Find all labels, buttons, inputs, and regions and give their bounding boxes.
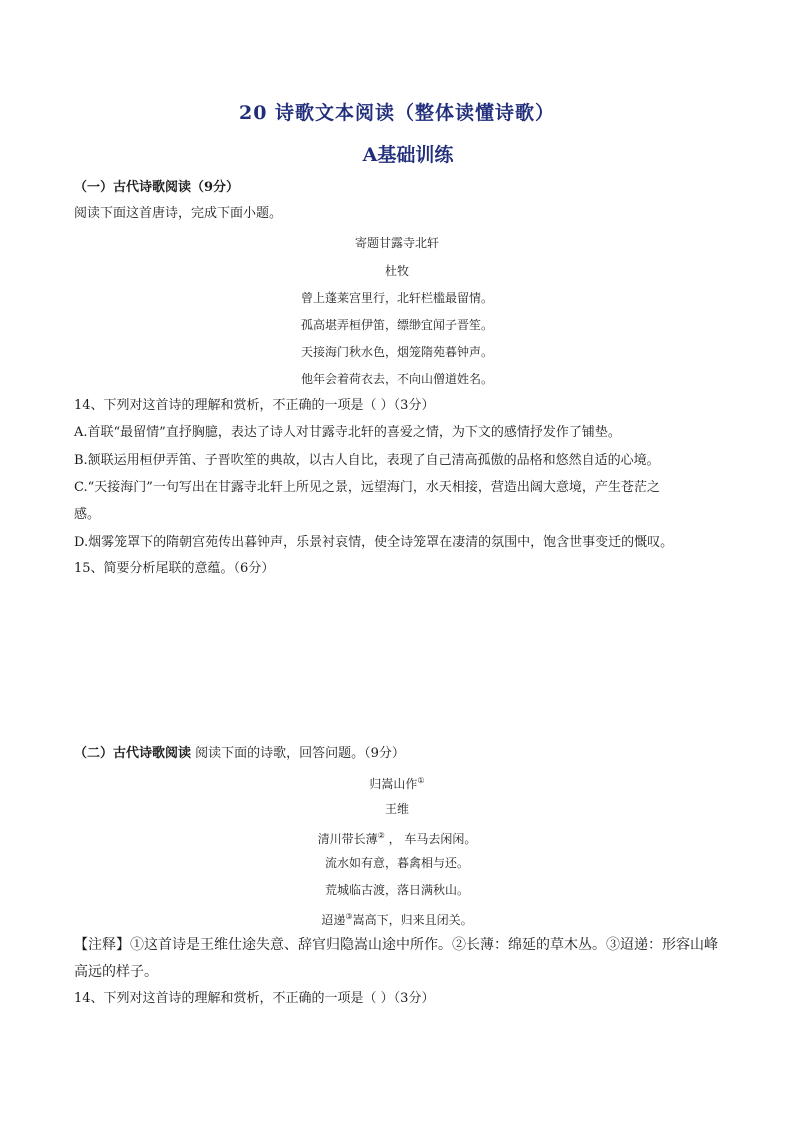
poem1-author: 杜牧: [384, 264, 409, 278]
option-c: C.“天接海门”一句写出在甘露寺北轩上所见之景，远望海门，水天相接，营造出阔大意境，产生苍茫之: [74, 480, 660, 495]
poem2-line: [0, 826, 794, 849]
poem2-line-part: 迢递: [321, 913, 346, 927]
poem2-line: [0, 907, 794, 930]
note-marker-1: ①: [417, 776, 425, 785]
poem1-line: 他年会着荷衣去，不向山僧道姓名。: [300, 372, 493, 386]
section2-heading-row: [74, 744, 734, 764]
section1-heading: （一）古代诗歌阅读（9分）: [74, 180, 240, 195]
annotation: 【注释】①这首诗是王维仕途失意、辞官归隐嵩山途中所作。②长薄：绵延的草木丛。③迢递：形容山峰: [74, 937, 718, 953]
annotation-continued: 高远的样子。: [74, 964, 158, 980]
poem1-line: 曾上蓬莱宫里行，北轩栏槛最留情。: [300, 291, 493, 305]
question-14: 14、下列对这首诗的理解和赏析，不正确的一项是（ ）（3分）: [74, 398, 435, 413]
option-b: B.颔联运用桓伊弄笛、子晋吹笙的典故，以古人自比，表现了自己清高孤傲的品格和悠然自适的心境。: [74, 453, 660, 468]
poem2-title: 归嵩山作: [369, 777, 418, 791]
poem2-line-part: ， 车马去闲闲。: [384, 832, 477, 846]
question-15: 15、简要分析尾联的意蕴。（6分）: [74, 561, 275, 576]
poem2-line: 荒城临古渡，落日满秋山。: [324, 883, 469, 897]
option-c-continued: 感。: [74, 507, 101, 522]
poem2-author: 王维: [384, 802, 409, 816]
poem1-line: 孤高堪弄桓伊笛，缥缈宜闻子晋笙。: [300, 318, 493, 332]
note-marker-3: ③: [345, 912, 353, 921]
poem2-line-part: 嵩高下，归来且闭关。: [352, 913, 473, 927]
poem2-title-row: [0, 771, 794, 794]
note-marker-2: ②: [377, 831, 385, 840]
option-a: A.首联“最留情”直抒胸臆，表达了诗人对甘露寺北轩的喜爱之情，为下文的感情抒发作了铺垫。: [74, 425, 621, 440]
page-subtitle: A基础训练: [362, 144, 454, 166]
poem1-title: 寄题甘露寺北轩: [354, 236, 439, 250]
poem2-line: 流水如有意，暮禽相与还。: [324, 856, 469, 870]
poem1-line: 天接海门秋水色，烟笼隋苑暮钟声。: [300, 345, 493, 359]
question-14-second: 14、下列对这首诗的理解和赏析，不正确的一项是（ ）（3分）: [74, 991, 435, 1006]
section2-instruction: 阅读下面的诗歌，回答问题。（9分）: [191, 746, 405, 761]
section2-heading: （二）古代诗歌阅读: [74, 746, 192, 761]
option-d: D.烟雾笼罩下的隋朝宫苑传出暮钟声，乐景衬哀情，使全诗笼罩在凄清的氛围中，饱含世事变迁的慨叹。: [74, 535, 674, 550]
section1-instruction: 阅读下面这首唐诗，完成下面小题。: [74, 206, 283, 221]
poem2-line-part: 清川带长薄: [317, 832, 378, 846]
page-title: 20 诗歌文本阅读（整体读懂诗歌）: [238, 102, 556, 124]
